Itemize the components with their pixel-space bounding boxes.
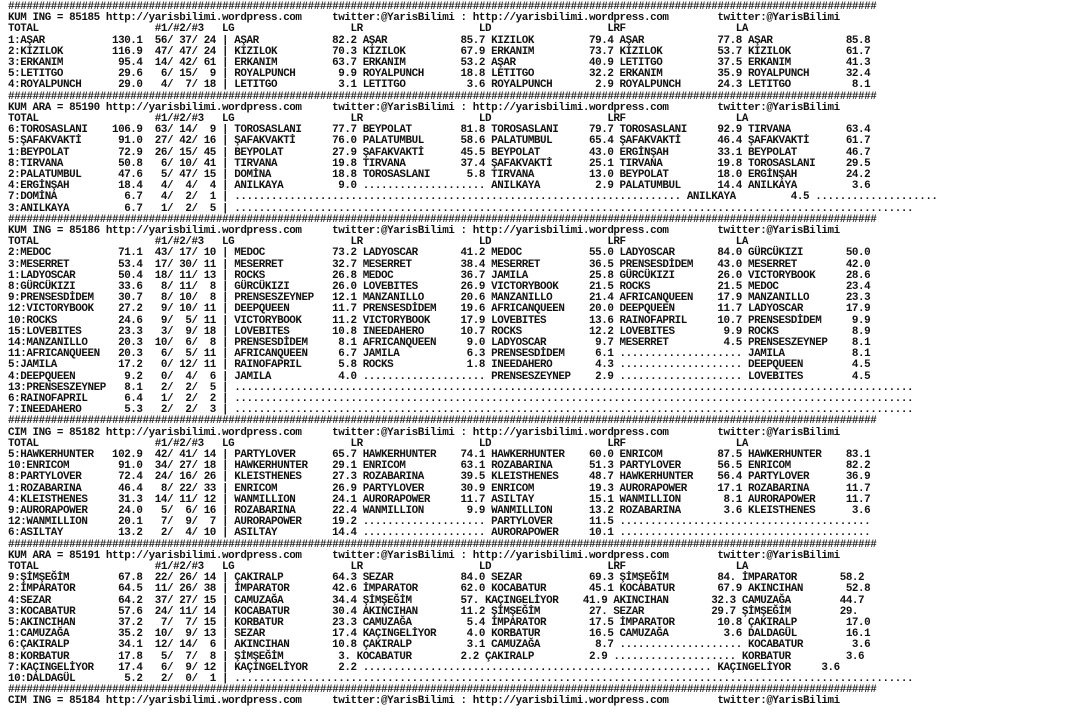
- text-line: 5:AKINCIHAN 37.2 7/ 7/ 15 | KORBATUR 23.3 CAMUZAĞA 5.4 İMPARATOR 17.5 İMPARATOR 10.8 ÇAKIRALP 17.0: [8, 617, 871, 629]
- text-line: TOTAL #1/#2/#3 LG LR LD LRF LA: [8, 437, 748, 450]
- text-line: KUM ARA = 85191 http://yarisbilimi.wordpress.com twitter:@YarisBilimi : http://yarisbilimi.wordpress.com twitter:@YarisBilimi: [8, 549, 840, 562]
- text-line: 1:BEYPOLAT 72.9 26/ 15/ 45 | BEYPOLAT 27.9 ŞAFAKVAKTİ 45.5 BEYPOLAT 43.0 ERGİNŞAH 33.1 BEYPOLAT 46.7: [8, 146, 871, 159]
- text-line: 10:ROCKS 24.6 9/ 5/ 11 | VICTORYBOOK 11.2 VICTORYBOOK 17.9 LOVEBITES 13.6 RAINOFAPRIL 10.7 PRENSESDİDEM 9.9: [8, 314, 871, 327]
- text-line: 12:VICTORYBOOK 27.2 9/ 10/ 11 | DEEPQUEEN 11.7 PRENSESDİDEM 19.6 AFRICANQUEEN 20.0 DEEPQUEEN 11.7 LADYOSCAR 17.9: [8, 303, 871, 316]
- text-line: 13:PRENSESZEYNEP 8.1 2/ 2/ 5 | ...............................................................................................................: [8, 381, 914, 394]
- text-line: KUM ING = 85185 http://yarisbilimi.wordpress.com twitter:@YarisBilimi : http://yarisbilimi.wordpress.com twitter:@YarisBilimi: [8, 12, 840, 25]
- text-line: 6:TOROSASLANI 106.9 63/ 14/ 9 | TOROSASLANI 77.7 BEYPOLAT 81.8 TOROSASLANI 79.7 TOROSASLANI 92.9 TIRVANA 63.4: [8, 124, 871, 137]
- text-line: 6:ASILTAY 13.2 2/ 4/ 10 | ASILTAY 14.4 .................... AURORAPOWER 10.1 .........................................: [8, 527, 871, 540]
- text-line: TOTAL #1/#2/#3 LG LR LD LRF LA: [8, 236, 748, 249]
- text-line: 5:HAWKERHUNTER 102.9 42/ 41/ 14 | PARTYLOVER 65.7 HAWKERHUNTER 74.1 HAWKERHUNTER 60.0 ENRICOM 87.5 HAWKERHUNTER 83.1: [8, 449, 871, 461]
- text-line: 5:JAMILA 17.2 0/ 12/ 11 | RAINOFAPRIL 5.8 ROCKS 1.8 INEEDAHERO 4.3 .................... DEEPQUEEN 4.5: [8, 359, 871, 372]
- section-separator: ##############################################################################################################################################: [8, 415, 877, 428]
- text-line: CIM ING = 85182 http://yarisbilimi.wordpress.com twitter:@YarisBilimi : http://yarisbilimi.wordpress.com twitter:@YarisBilimi: [8, 426, 840, 439]
- section-separator: ##############################################################################################################################################: [8, 684, 877, 697]
- text-line: 8:TIRVANA 50.8 6/ 10/ 41 | TIRVANA 19.8 TIRVANA 37.4 ŞAFAKVAKTİ 25.1 TIRVANA 19.8 TOROSASLANI 29.5: [8, 157, 871, 170]
- text-line: 1:ROZABARINA 46.4 8/ 22/ 33 | ENRICOM 26.9 PARTYLOVER 30.9 ENRICOM 19.3 AURORAPOWER 17.1 ROZABARINA 11.7: [8, 482, 871, 495]
- text-line: 9:PRENSESDİDEM 30.7 8/ 10/ 8 | PRENSESZEYNEP 12.1 MANZANILLO 20.6 MANZANILLO 21.4 AFRICANQUEEN 17.9 MANZANILLO 23.3: [8, 292, 871, 305]
- text-line: 7:KAÇINGELİYOR 17.4 6/ 9/ 12 | KAÇINGELİYOR 2.2 ......................................................... KAÇINGELİYOR 3.6: [8, 661, 840, 674]
- text-line: 3:MESERRET 53.4 17/ 30/ 11 | MESERRET 32.7 MESERRET 38.4 MESERRET 36.5 PRENSESDİDEM 43.0 MESERRET 42.0: [8, 258, 871, 271]
- text-line: 8:KORBATUR 17.8 5/ 7/ 8 | ŞİMŞEĞİM 3. KOCABATUR 2.2 ÇAKIRALP 2.9 .................... KORBATUR 3.6: [8, 650, 865, 663]
- section-separator: ##############################################################################################################################################: [8, 213, 877, 226]
- text-line: 9:AURORAPOWER 24.0 5/ 6/ 16 | ROZABARINA 22.4 WANMILLION 9.9 WANMILLION 13.2 ROZABARINA 3.6 KLEISTHENES 3.6: [8, 505, 871, 517]
- text-line: 4:KLEISTHENES 31.3 14/ 11/ 12 | WANMILLION 24.1 AURORAPOWER 11.7 ASILTAY 15.1 WANMILLION 8.1 AURORAPOWER 11.7: [8, 493, 871, 506]
- text-line: 9:ŞİMŞEĞİM 67.8 22/ 26/ 14 | ÇAKIRALP 64.3 SEZAR 84.0 SEZAR 69.3 ŞİMŞEĞİM 84. İMPARATOR 58.2: [8, 572, 865, 585]
- section-separator: ##############################################################################################################################################: [8, 90, 877, 103]
- text-line: TOTAL #1/#2/#3 LG LR LD LRF LA: [8, 561, 748, 573]
- section-separator: ##############################################################################################################################################: [8, 1, 877, 13]
- text-line: 1:AŞAR 130.1 56/ 37/ 24 | AŞAR 82.2 AŞAR 85.7 KIZILOK 79.4 AŞAR 77.8 AŞAR 85.8: [8, 34, 871, 47]
- text-line: 4:ERGİNŞAH 18.4 4/ 4/ 4 | ANILKAYA 9.0 .................... ANILKAYA 2.9 PALATUMBUL 14.4 ANILKAYA 3.6: [8, 180, 871, 193]
- text-line: 10:ENRICOM 91.0 34/ 27/ 18 | HAWKERHUNTER 29.1 ENRICOM 63.1 ROZABARINA 51.3 PARTYLOVER 56.5 ENRICOM 82.2: [8, 460, 871, 473]
- text-line: 7:INEEDAHERO 5.3 2/ 2/ 3 | ...............................................................................................................: [8, 404, 914, 417]
- text-line: 2:İMPARATOR 64.5 11/ 26/ 38 | İMPARATOR 42.6 İMPARATOR 62.0 KOCABATUR 45.1 KOCABATUR 67.9 AKINCIHAN 52.8: [8, 583, 871, 596]
- text-line: 3:ANILKAYA 6.7 1/ 2/ 5 | ...............................................................................................................: [8, 202, 914, 215]
- text-line: 3:KOCABATUR 57.6 24/ 11/ 14 | KOCABATUR 30.4 AKINCIHAN 11.2 ŞİMŞEĞİM 27. SEZAR 29.7 ŞİMŞEĞİM 29.: [8, 605, 859, 618]
- text-line: 8:PARTYLOVER 72.4 24/ 16/ 26 | KLEISTHENES 27.3 ROZABARINA 39.5 KLEISTHENES 48.7 HAWKERHUNTER 56.4 PARTYLOVER 36.9: [8, 471, 871, 484]
- text-line: TOTAL #1/#2/#3 LG LR LD LRF LA: [8, 23, 748, 36]
- text-line: 4:DEEPQUEEN 9.2 0/ 4/ 6 | JAMILA 4.0 .................... PRENSESZEYNEP 2.9 .................... LOVEBITES 4.5: [8, 370, 871, 383]
- section-separator: ##############################################################################################################################################: [8, 538, 877, 551]
- text-line: 2:MEDOC 71.1 43/ 17/ 10 | MEDOC 73.2 LADYOSCAR 41.2 MEDOC 55.0 LADYOSCAR 84.0 GÜRCÜKIZI 50.0: [8, 247, 871, 260]
- text-line: 5:LETITGO 29.6 6/ 15/ 9 | ROYALPUNCH 9.9 ROYALPUNCH 18.8 LETITGO 32.2 ERKANIM 35.9 ROYALPUNCH 32.4: [8, 68, 871, 81]
- text-line: 8:GÜRCÜKIZI 33.6 8/ 11/ 8 | GÜRCÜKIZI 26.0 LOVEBITES 26.9 VICTORYBOOK 21.5 ROCKS 21.5 MEDOC 23.4: [8, 281, 871, 293]
- text-line: 10:DALDAGÜL 5.2 2/ 0/ 1 | ...............................................................................................................: [8, 673, 914, 685]
- text-line: 6:RAINOFAPRIL 6.4 1/ 2/ 2 | ...............................................................................................................: [8, 393, 914, 405]
- text-line: CIM ING = 85184 http://yarisbilimi.wordpress.com twitter:@YarisBilimi : http://yarisbilimi.wordpress.com twitter:@YarisBilimi: [8, 695, 840, 708]
- text-line: 5:ŞAFAKVAKTİ 91.0 27/ 42/ 16 | ŞAFAKVAKTİ 76.0 PALATUMBUL 58.6 PALATUMBUL 65.4 ŞAFAKVAKTİ 46.4 ŞAFAKVAKTİ 61.7: [8, 135, 871, 148]
- text-line: KUM ARA = 85190 http://yarisbilimi.wordpress.com twitter:@YarisBilimi : http://yarisbilimi.wordpress.com twitter:@YarisBilimi: [8, 101, 840, 114]
- text-line: 6:ÇAKIRALP 34.1 12/ 14/ 6 | AKINCIHAN 10.8 ÇAKIRALP 3.1 CAMUZAĞA 8.7 .................... KOCABATUR 3.6: [8, 639, 871, 652]
- text-line: 7:DOMİNA 6.7 4/ 2/ 1 | ......................................................................... ANILKAYA 4.5 ....................: [8, 191, 938, 204]
- text-line: KUM ING = 85186 http://yarisbilimi.wordpress.com twitter:@YarisBilimi : http://yarisbilimi.wordpress.com twitter:@YarisBilimi: [8, 225, 840, 237]
- text-line: 4:SEZAR 64.2 37/ 27/ 15 | CAMUZAĞA 34.4 ŞİMŞEĞİM 57. KAÇINGELİYOR 41.9 AKINCIHAN 32.3 CAMUZAĞA 44.7: [8, 594, 865, 607]
- text-line: TOTAL #1/#2/#3 LG LR LD LRF LA: [8, 113, 748, 125]
- text-line: 11:AFRICANQUEEN 20.3 6/ 5/ 11 | AFRICANQUEEN 6.7 JAMILA 6.3 PRENSESDİDEM 6.1 .................... JAMILA 8.1: [8, 348, 871, 361]
- text-line: 1:CAMUZAĞA 35.2 10/ 9/ 13 | SEZAR 17.4 KAÇINGELİYOR 4.0 KORBATUR 16.5 CAMUZAĞA 3.6 DALDAGÜL 16.1: [8, 628, 871, 641]
- text-line: 3:ERKANIM 95.4 14/ 42/ 61 | ERKANIM 63.7 ERKANIM 53.2 AŞAR 40.9 LETITGO 37.5 ERKANIM 41.3: [8, 57, 871, 69]
- text-line: 14:MANZANILLO 20.3 10/ 6/ 8 | PRENSESDİDEM 8.1 AFRICANQUEEN 9.0 LADYOSCAR 9.7 MESERRET 4.5 PRENSESZEYNEP 8.1: [8, 337, 871, 349]
- text-line: 4:ROYALPUNCH 29.0 4/ 7/ 18 | LETITGO 3.1 LETITGO 3.6 ROYALPUNCH 2.9 ROYALPUNCH 24.3 LETITGO 8.1: [8, 79, 871, 92]
- results-sheet: [0, 1, 1077, 713]
- text-line: 1:LADYOSCAR 50.4 18/ 11/ 13 | ROCKS 26.8 MEDOC 36.7 JAMILA 25.8 GÜRCÜKIZI 26.0 VICTORYBOOK 28.6: [8, 269, 871, 282]
- text-line: 15:LOVEBITES 23.3 3/ 9/ 18 | LOVEBITES 10.8 INEEDAHERO 10.7 ROCKS 12.2 LOVEBITES 9.9 ROCKS 8.9: [8, 325, 871, 338]
- text-line: 12:WANMILLION 20.1 7/ 9/ 7 | AURORAPOWER 19.2 .................... PARTYLOVER 11.5 .........................................: [8, 516, 871, 529]
- text-line: 2:KIZILOK 116.9 47/ 47/ 24 | KIZILOK 70.3 KIZILOK 67.9 ERKANIM 73.7 KIZILOK 53.7 KIZILOK 61.7: [8, 45, 871, 58]
- text-line: 2:PALATUMBUL 47.6 5/ 47/ 15 | DOMİNA 18.8 TOROSASLANI 5.8 TIRVANA 13.0 BEYPOLAT 18.0 ERGİNŞAH 24.2: [8, 169, 871, 181]
